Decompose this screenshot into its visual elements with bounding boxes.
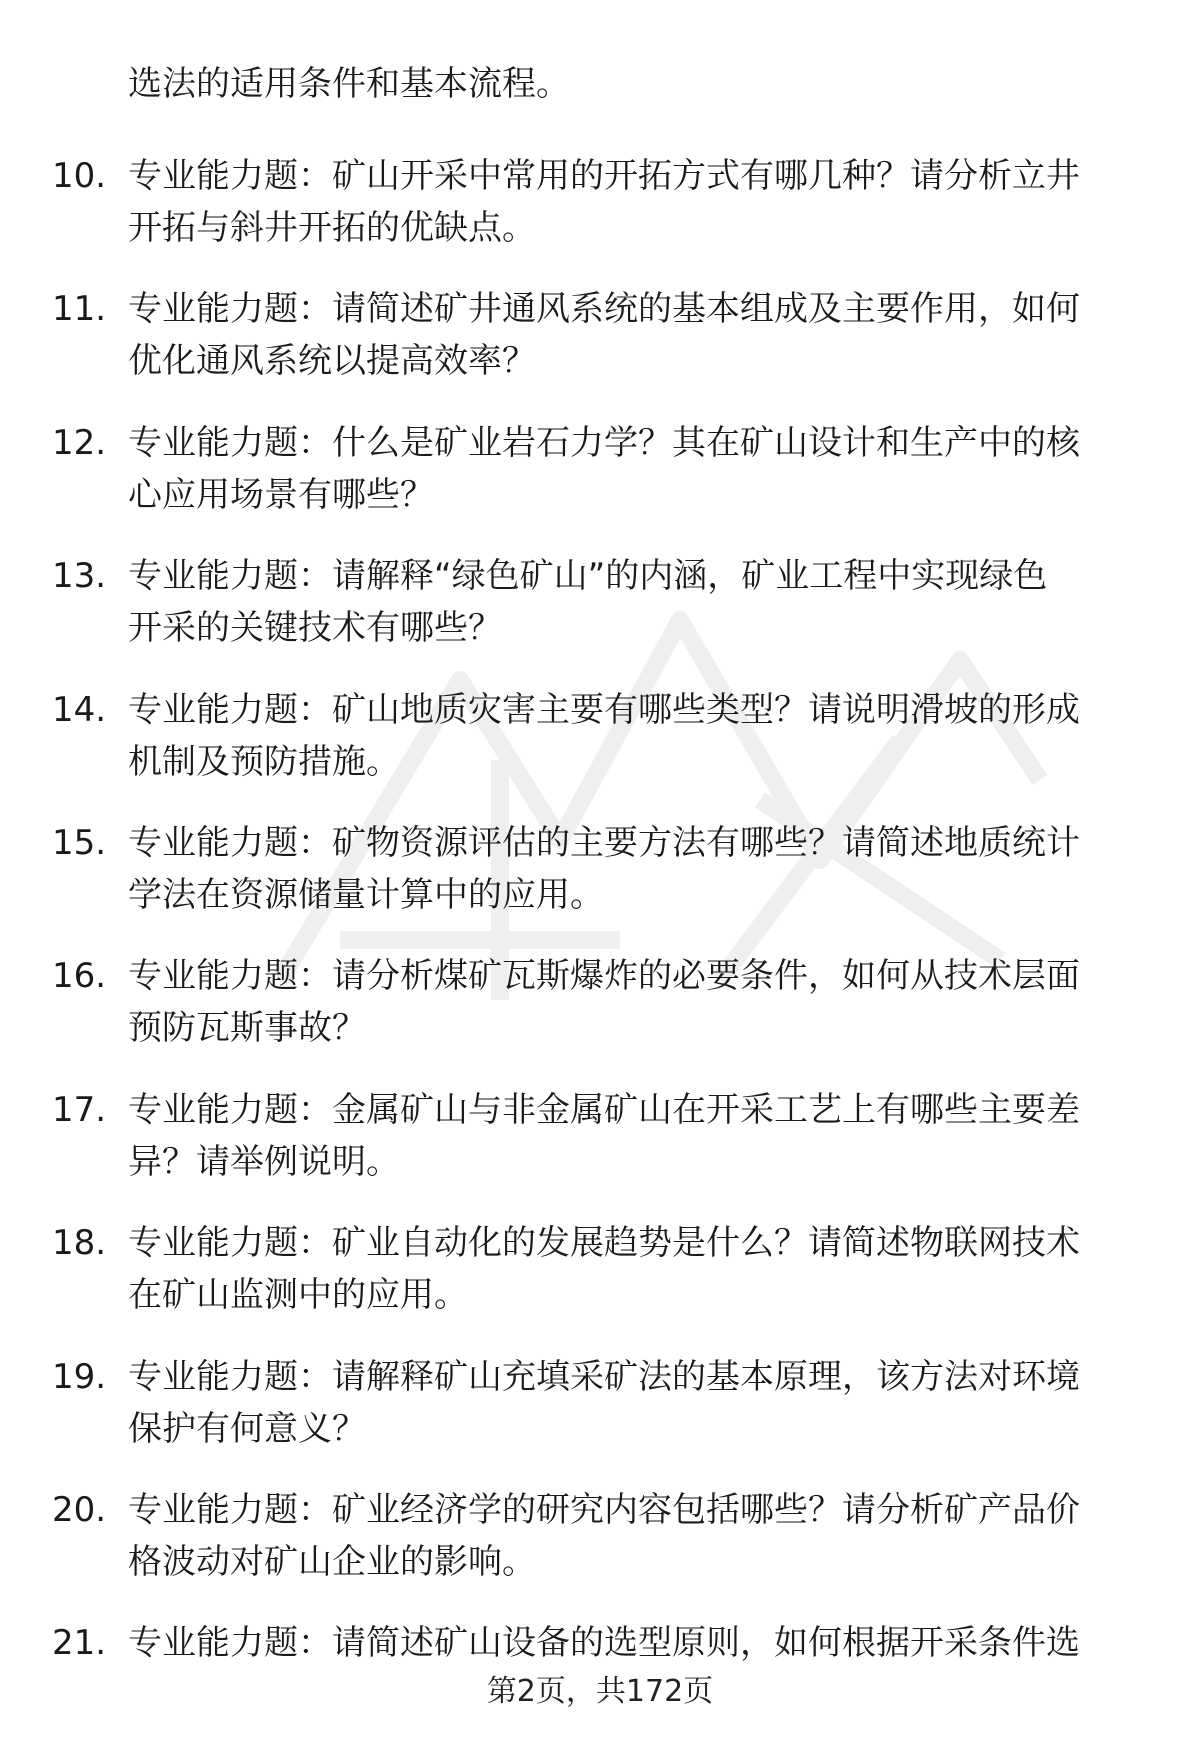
question-list (0, 150, 1200, 1751)
question-line: 专业能力题：矿山地质灾害主要有哪些类型？请说明滑坡的形成 (128, 689, 1080, 730)
question-number: 15. (52, 822, 107, 863)
question-number: 16. (52, 956, 107, 997)
question-line: 学法在资源储量计算中的应用。 (128, 874, 604, 915)
question-line: 格波动对矿山企业的影响。 (128, 1541, 536, 1582)
question-item (0, 1217, 1200, 1350)
question-line: 专业能力题：矿山开采中常用的开拓方式有哪几种？请分析立井 (128, 156, 1080, 196)
question-number: 13. (52, 556, 107, 597)
question-text (128, 417, 1148, 521)
question-text (128, 550, 1148, 654)
question-number: 19. (52, 1356, 107, 1397)
question-text (128, 1617, 1148, 1669)
question-text (128, 1084, 1148, 1188)
question-line: 专业能力题：什么是矿业岩石力学？其在矿山设计和生产中的核 (128, 422, 1080, 463)
question-item (0, 684, 1200, 817)
page-footer: 第2页，共172页 (486, 1674, 714, 1709)
question-number: 11. (52, 289, 107, 330)
question-line: 专业能力题：矿业自动化的发展趋势是什么？请简述物联网技术 (128, 1223, 1080, 1264)
question-item (0, 1084, 1200, 1217)
question-line: 专业能力题：矿业经济学的研究内容包括哪些？请分析矿产品价 (128, 1489, 1080, 1530)
question-number: 12. (52, 422, 107, 463)
question-number: 14. (52, 689, 107, 730)
question-line: 心应用场景有哪些？ (128, 474, 434, 515)
question-item (0, 950, 1200, 1083)
question-line: 开拓与斜井开拓的优缺点。 (128, 208, 536, 248)
question-line: 开采的关键技术有哪些？ (128, 608, 502, 649)
question-text (128, 150, 1148, 254)
question-line: 专业能力题：金属矿山与非金属矿山在开采工艺上有哪些主要差 (128, 1089, 1080, 1130)
question-item (0, 150, 1200, 283)
question-line: 专业能力题：请分析煤矿瓦斯爆炸的必要条件，如何从技术层面 (128, 956, 1080, 997)
question-number: 17. (52, 1089, 107, 1130)
question-line: 预防瓦斯事故？ (128, 1008, 366, 1049)
question-item (0, 1351, 1200, 1484)
question-item (0, 550, 1200, 683)
question-number: 21. (52, 1623, 107, 1664)
question-item (0, 417, 1200, 550)
question-line: 专业能力题：请简述矿山设备的选型原则，如何根据开采条件选 (128, 1623, 1080, 1664)
question-number: 18. (52, 1223, 107, 1264)
question-text (128, 1351, 1148, 1455)
continuation-text: 选法的适用条件和基本流程。 (128, 64, 570, 104)
question-text (128, 283, 1148, 387)
question-text (128, 684, 1148, 788)
question-line: 机制及预防措施。 (128, 741, 400, 782)
question-text (128, 1217, 1148, 1321)
question-text (128, 950, 1148, 1054)
question-number: 10. (52, 156, 107, 196)
question-item (0, 283, 1200, 416)
question-line: 专业能力题：矿物资源评估的主要方法有哪些？请简述地质统计 (128, 822, 1080, 863)
question-line: 在矿山监测中的应用。 (128, 1275, 468, 1316)
question-line: 专业能力题：请简述矿井通风系统的基本组成及主要作用，如何 (128, 289, 1080, 330)
question-text (128, 1484, 1148, 1588)
question-line: 保护有何意义？ (128, 1408, 366, 1449)
question-item (0, 1484, 1200, 1617)
question-text (128, 817, 1148, 921)
question-line: 专业能力题：请解释矿山充填采矿法的基本原理，该方法对环境 (128, 1356, 1080, 1397)
question-line: 专业能力题：请解释“绿色矿山”的内涵，矿业工程中实现绿色 (128, 556, 1048, 597)
question-number: 20. (52, 1489, 107, 1530)
question-line: 优化通风系统以提高效率？ (128, 341, 536, 382)
question-line: 异？请举例说明。 (128, 1141, 400, 1182)
question-item (0, 817, 1200, 950)
